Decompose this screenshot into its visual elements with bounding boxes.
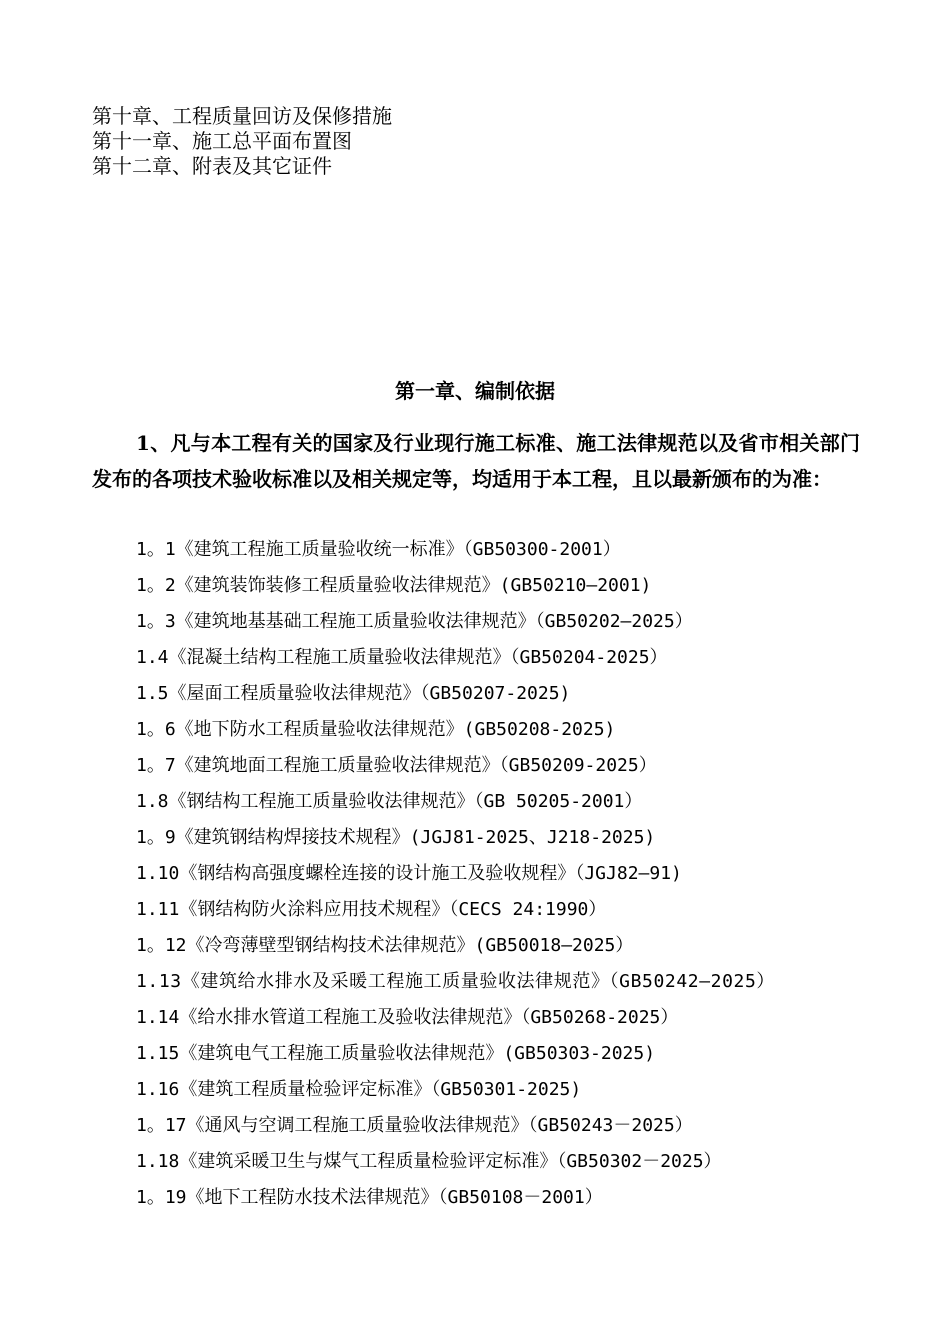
list-item: 1。19《地下工程防水技术法律规范》（GB50108－2001） [136,1187,603,1208]
list-item: 1.14《给水排水管道工程施工及验收法律规范》（GB50268-2025） [136,1007,679,1028]
list-item: 1.16《建筑工程质量检验评定标准》（GB50301-2025) [136,1079,582,1100]
list-item: 1.5《屋面工程质量验收法律规范》（GB50207-2025) [136,683,571,704]
toc-entry: 第十章、工程质量回访及保修措施 [92,104,392,128]
list-item: 1。17《通风与空调工程施工质量验收法律规范》（GB50243－2025） [136,1115,693,1136]
list-item: 1.10《钢结构高强度螺栓连接的设计施工及验收规程》（JGJ82—91) [136,863,682,884]
list-item: 1。12《冷弯薄壁型钢结构技术法律规范》(GB50018—2025） [136,935,634,956]
toc-entry: 第十一章、施工总平面布置图 [92,129,352,153]
intro-paragraph: 1、凡与本工程有关的国家及行业现行施工标准、施工法律规范以及省市相关部门发布的各项技术验收标准以及相关规定等，均适用于本工程，且以最新颁布的为准： [92,431,860,491]
list-item: 1.15《建筑电气工程施工质量验收法律规范》(GB50303-2025) [136,1043,656,1064]
list-item: 1.13《建筑给水排水及采暖工程施工质量验收法律规范》（GB50242—2025） [136,971,775,992]
list-item: 1。2《建筑装饰装修工程质量验收法律规范》(GB50210—2001) [136,575,652,596]
list-item: 1。9《建筑钢结构焊接技术规程》(JGJ81-2025、J218-2025) [136,827,656,848]
list-item: 1。1《建筑工程施工质量验收统一标准》（GB50300-2001） [136,539,621,560]
list-item: 1.4《混凝土结构工程施工质量验收法律规范》（GB50204-2025） [136,647,668,668]
list-item: 1.8《钢结构工程施工质量验收法律规范》（GB 50205-2001） [136,791,643,812]
list-item: 1。6《地下防水工程质量验收法律规范》(GB50208-2025) [136,719,616,740]
chapter-title: 第一章、编制依据 [395,379,555,403]
table-of-contents [92,104,392,179]
list-item: 1。3《建筑地基基础工程施工质量验收法律规范》（GB50202—2025） [136,611,693,632]
list-item: 1.18《建筑采暖卫生与煤气工程质量检验评定标准》（GB50302－2025） [136,1151,722,1172]
standards-list [92,532,862,1216]
toc-entry: 第十二章、附表及其它证件 [92,154,332,178]
list-item: 1。7《建筑地面工程施工质量验收法律规范》（GB50209-2025） [136,755,657,776]
list-item: 1.11《钢结构防火涂料应用技术规程》（CECS 24:1990） [136,899,607,920]
